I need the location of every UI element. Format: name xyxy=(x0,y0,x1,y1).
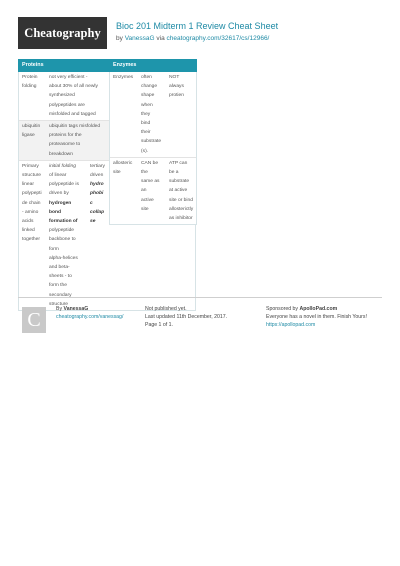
table-row xyxy=(110,72,196,158)
enzymes-table xyxy=(109,72,197,225)
byline xyxy=(116,35,269,42)
author-link[interactable]: VanessaG xyxy=(124,35,155,42)
sponsor-label: Sponsored by xyxy=(266,306,299,312)
note-cell: NOT always protien xyxy=(169,75,184,99)
enzymes-card xyxy=(109,59,197,225)
note-cell: ATP can be a substrate at active site or bind allosterictly as inhibitor xyxy=(169,160,194,222)
author-avatar[interactable]: C xyxy=(22,307,46,333)
term-cell: Enzymes xyxy=(113,75,134,80)
page-title[interactable]: Bioc 201 Midterm 1 Review Cheat Sheet xyxy=(116,21,279,31)
by-label: By xyxy=(56,306,63,312)
sponsor-tagline: Everyone has a novel in them. Finish Yours! xyxy=(266,314,367,320)
last-updated: Last updated 11th December, 2017. xyxy=(145,314,228,320)
enzymes-heading: Enzymes xyxy=(109,59,197,72)
proteins-heading: Proteins xyxy=(18,59,196,72)
term-cell: Protein folding xyxy=(22,75,38,90)
sponsor-name[interactable]: ApolloPad.com xyxy=(299,306,338,312)
definition-cell: ubiquitin tags misfolded proteins for the proteasome to breakdown xyxy=(49,124,101,157)
footer-author-url[interactable]: cheatography.com/vanessag/ xyxy=(56,314,124,320)
via-label: via xyxy=(156,35,165,42)
by-label: by xyxy=(116,35,123,42)
definition-cell: CAN be the same as an active site xyxy=(141,160,160,212)
term-cell: Primary structure linear polypepti de chain - amino acids linked together xyxy=(22,163,42,243)
page-number: Page 1 of 1. xyxy=(145,322,173,328)
publish-status: Not published yet. xyxy=(145,306,187,312)
term-cell: ubiquitin ligase xyxy=(22,124,41,139)
sponsor-url-link[interactable]: https://apollopad.com xyxy=(266,322,316,328)
definition-cell: often change shape when they bind their substrate (s). xyxy=(141,75,162,154)
definition-cell: initial folding of linear polypeptide is driven by hydrogen bond formation of polypeptide backbone to form alpha-helices and beta- sheets - to form the secondary structure xyxy=(49,163,79,307)
term-cell: allosteric site xyxy=(113,160,133,176)
cheatography-logo[interactable]: Cheatography xyxy=(18,17,107,49)
footer-author-name[interactable]: VanessaG xyxy=(63,306,89,312)
definition-cell: tertiary driven hydro phobi c collap se xyxy=(90,163,105,225)
definition-cell: not very efficient - about 30% of all newly synthesized polypeptides are misfolded and tagged xyxy=(49,75,98,117)
sheet-url-link[interactable]: cheatography.com/32617/cs/12966/ xyxy=(166,35,270,42)
page-footer xyxy=(18,297,382,342)
table-row xyxy=(110,158,196,224)
